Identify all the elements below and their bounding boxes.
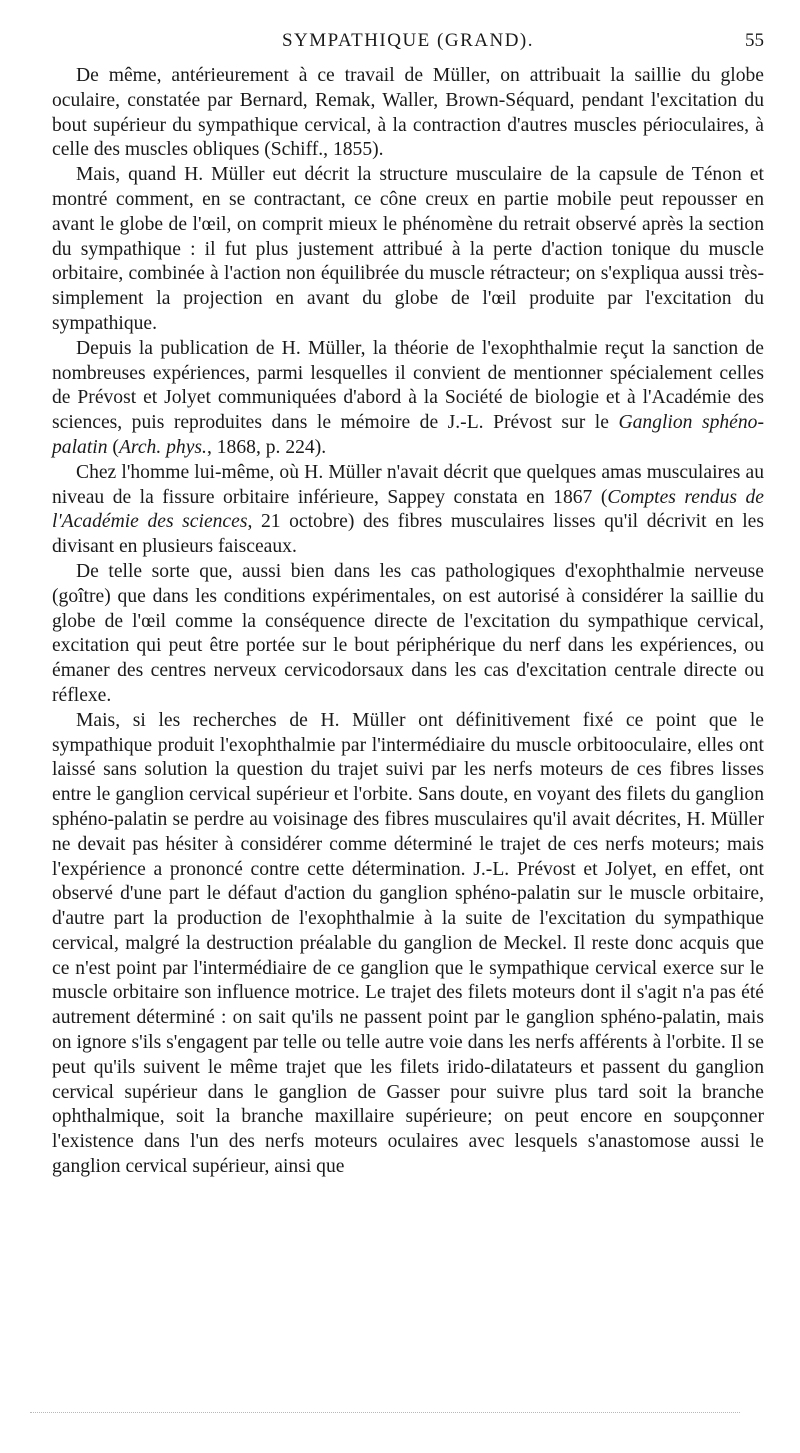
paragraph-2: Mais, quand H. Müller eut décrit la structure musculaire de la capsule de Ténon et montré comment, en se contractant, ce cône creux en partie mobile peut repousser en avant le globe de l'œil, on comprit mieux le phénomène du retrait observé après la section du sympathique : il fut plus justement attribué à la perte d'action tonique du muscle orbitaire, combinée à l'action non équilibrée du muscle rétracteur; on s'expliqua aussi très-simplement la projection en avant du globe de l'œil produite par l'excitation du sympathique. — [52, 164, 764, 334]
running-head — [52, 30, 764, 56]
citation-comptes-rendus: Comptes rendus de l'Académie des sciences — [52, 486, 764, 533]
paragraph-6: Mais, si les recherches de H. Müller ont définitivement fixé ce point que le sympathique produit l'exophthalmie par l'intermédiaire du muscle orbitooculaire, elles ont laissé sans solution la question du trajet suivi par les nerfs moteurs de ces fibres lisses entre le ganglion cervical supérieur et l'orbite. Sans doute, en voyant des filets du ganglion sphéno-palatin se perdre au voisinage des fibres musculaires qu'il avait décrites, H. Müller ne devait pas hésiter à considérer comme déterminé le trajet de ces nerfs moteurs; mais l'expérience a prononcé contre cette détermination. J.-L. Prévost et Jolyet, en effet, ont observé d'une part le défaut d'action du ganglion sphéno-palatin sur le muscle orbitaire, d'autre part la production de l'exophthalmie à la suite de l'excitation du sympathique cervical, malgré la destruction préalable du ganglion de Meckel. Il reste donc acquis que ce n'est point par l'intermédiaire de ce ganglion que le sympathique cervical exerce sur le muscle orbitaire son influence motrice. Le trajet des filets moteurs dont il s'agit n'a pas été autrement déterminé : on sait qu'ils ne passent point par le ganglion sphéno-palatin, mais on ignore s'ils s'engagent par telle ou telle autre voie dans les nerfs afférents à l'orbite. Il se peut qu'ils suivent le même trajet que les filets irido-dilatateurs et passent du ganglion cervical supérieur dans le ganglion de Gasser pour suivre plus tard soit la branche ophthalmique, soit la branche maxillaire supérieure; on peut encore en soupçonner l'existence dans l'un des nerfs moteurs oculaires avec lesquels s'anastomose aussi le ganglion cervical supérieur, ainsi que — [52, 709, 764, 1178]
paragraph-4-text-a: Chez l'homme lui-même, où H. Müller n'avait décrit que quelques amas musculaires au niveau de la fissure orbitaire inférieure, Sappey constata en 1867 ( — [52, 461, 764, 508]
running-title: SYMPATHIQUE (GRAND). — [281, 30, 535, 51]
paragraph-4 — [52, 461, 764, 560]
citation-journal-arch-phys: Arch. phys. — [118, 436, 207, 458]
paragraph-5: De telle sorte que, aussi bien dans les cas pathologiques d'exophthalmie nerveuse (goître) que dans les conditions expérimentales, on est autorisé à considérer la saillie du globe de l'œil comme la conséquence directe de l'excitation du sympathique cervical, excitation qui peut être portée sur le bout périphérique du nerf dans les expériences, ou émaner des centres nerveux cervicodorsaux dans les cas d'excitation centrale directe ou réflexe. — [52, 560, 764, 706]
paragraph-1: De même, antérieurement à ce travail de Müller, on attribuait la saillie du globe oculaire, constatée par Bernard, Remak, Waller, Brown-Séquard, pendant l'excitation du bout supérieur du sympathique cervical, à la contraction d'autres muscles périoculaires, à celle des muscles obliques (Schiff., 1855). — [52, 65, 764, 161]
bottom-dotted-rule — [30, 1412, 740, 1421]
book-page — [52, 30, 764, 1180]
citation-title-ganglion: Ganglion sphéno-palatin — [52, 412, 764, 458]
paragraph-3-text-b: ( — [107, 436, 119, 458]
page-number: 55 — [745, 30, 764, 51]
paragraph-3-text-c: , 1868, p. 224). — [206, 436, 327, 458]
paragraph-3 — [52, 337, 764, 461]
paragraph-4-text-b: , 21 octobre) des fibres musculaires lisses qu'il décrivit en les divisant en plusieurs faisceaux. — [52, 511, 764, 558]
body-text — [52, 64, 764, 1180]
paragraph-3-text-a: Depuis la publication de H. Müller, la théorie de l'exophthalmie reçut la sanction de nombreuses expériences, parmi lesquelles il convient de mentionner spécialement celles de Prévost et Jolyet communiquées d'abord à la Société de biologie et à l'Académie des sciences, puis reproduites dans le mémoire de J.-L. Prévost sur le — [52, 337, 764, 434]
